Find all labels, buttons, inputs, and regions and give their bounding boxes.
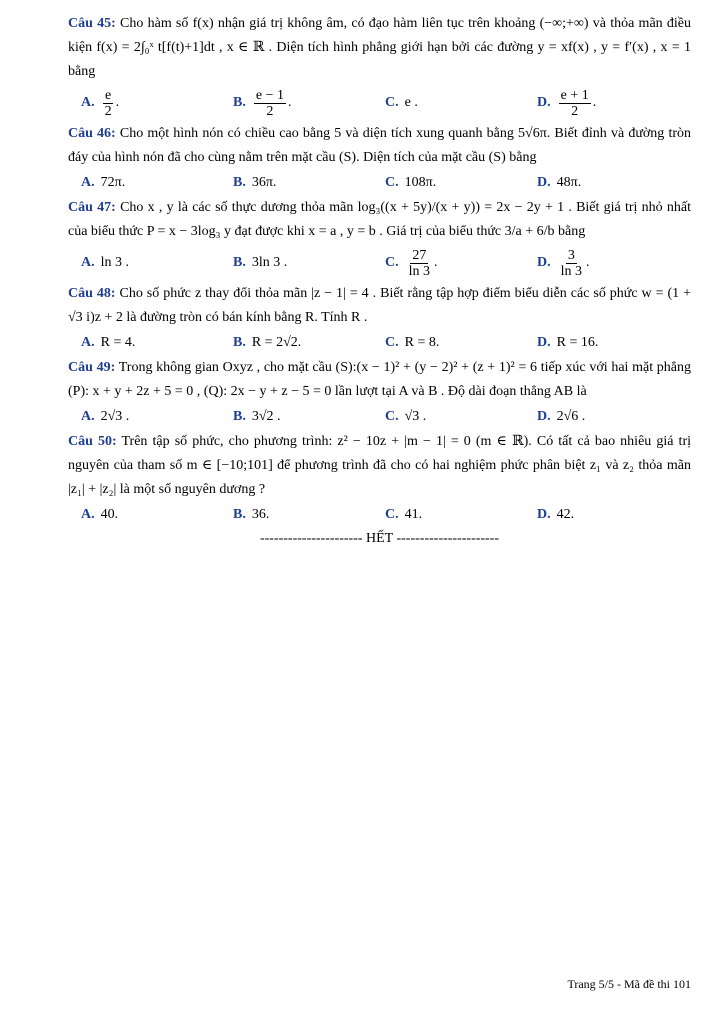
exam-page: [68, 12, 691, 548]
answer-b: B. 36π.: [233, 175, 277, 190]
question-label: Câu 46:: [68, 126, 116, 141]
answer-row: [81, 330, 691, 356]
answer-c: C. 41.: [385, 507, 423, 522]
question-text: Cho một hình nón có chiều cao bằng 5 và diện tích xung quanh bằng 5√6π. Biết đỉnh và đường tròn đáy của hình nón đã cho cùng nằm trên mặt cầu (S). Diện tích của mặt cầu (S) bằng: [68, 126, 692, 165]
question-label: Câu 48:: [68, 286, 116, 301]
answer-a: A. ln 3 .: [81, 255, 130, 270]
question-48: [68, 282, 691, 356]
answer-c: C. e .: [385, 95, 418, 110]
question-label: Câu 47:: [68, 200, 116, 215]
question-45: [68, 12, 691, 122]
answer-b: B. 3ln 3 .: [233, 255, 288, 270]
question-49: [68, 356, 691, 430]
answer-c: C. $\frac{27}{\ln 3}$ .: [385, 247, 438, 279]
answer-row: [81, 502, 691, 528]
answer-d: D. R = 16.: [537, 335, 599, 350]
question-text: Cho hàm số f(x) nhận giá trị không âm, có đạo hàm liên tục trên khoảng (−∞;+∞) và thỏa mãn điều kiện f(x) = 2∫₀ˣ t[f(t)+1]dt , x ∈ ℝ . Diện tích hình phẳng giới hạn bởi các đường y = xf(x) , y = f′(x) , x = 1 bằng: [68, 16, 691, 79]
question-47: [68, 196, 691, 282]
question-text: Trong không gian Oxyz , cho mặt cầu (S):(x − 1)² + (y − 2)² + (z + 1)² = 6 tiếp xúc với hai mặt phẳng (P): x + y + 2z + 5 = 0 , (Q): 2x − y + z − 5 = 0 lần lượt tại A và B . Độ dài đoạn thẳng AB là: [68, 360, 692, 399]
page-footer: Trang 5/5 - Mã đề thi 101: [567, 977, 691, 991]
answer-a: A. 40.: [81, 507, 119, 522]
answer-row: [81, 84, 691, 122]
answer-d: D. $\frac{e + 1}{2}$ .: [537, 87, 597, 119]
answer-a: A. $\frac{e}{2}$ .: [81, 87, 120, 119]
answer-a: A. 2√3 .: [81, 409, 130, 424]
answer-c: C. R = 8.: [385, 335, 440, 350]
answer-b: B. R = 2√2.: [233, 335, 302, 350]
answer-b: B. 3√2 .: [233, 409, 281, 424]
answer-row: [81, 244, 691, 282]
answer-c: C. √3 .: [385, 409, 427, 424]
question-text: Cho x , y là các số thực dương thỏa mãn log₃((x + 5y)/(x + y)) = 2x − 2y + 1 . Biết giá trị nhỏ nhất của biểu thức P = x − 3log₃ y đạt được khi x = a , y = b . Giá trị của biểu thức 3/a + 6/b bằng: [68, 200, 692, 239]
answer-row: [81, 170, 691, 196]
end-marker: ---------------------- HẾT ----------------------: [259, 531, 500, 546]
question-label: Câu 49:: [68, 360, 116, 375]
answer-a: A. 72π.: [81, 175, 126, 190]
answer-d: D. 2√6 .: [537, 409, 586, 424]
question-46: [68, 122, 691, 196]
answer-row: [81, 404, 691, 430]
question-text: Trên tập số phức, cho phương trình: z² − 10z + |m − 1| = 0 (m ∈ ℝ). Có tất cả bao nhiêu giá trị nguyên của tham số m ∈ [−10;101] để phương trình đã cho có hai nghiệm phức phân biệt z₁ và z₂ thỏa mãn |z₁| + |z₂| là một số nguyên dương ?: [68, 434, 692, 497]
answer-b: B. $\frac{e - 1}{2}$ .: [233, 87, 292, 119]
question-label: Câu 50:: [68, 434, 117, 449]
question-50: [68, 430, 691, 528]
answer-a: A. R = 4.: [81, 335, 136, 350]
answer-d: D. 42.: [537, 507, 575, 522]
answer-d: D. $\frac{3}{\ln 3}$ .: [537, 247, 590, 279]
question-label: Câu 45:: [68, 16, 116, 31]
answer-d: D. 48π.: [537, 175, 582, 190]
question-text: Cho số phức z thay đổi thỏa mãn |z − 1| = 4 . Biết rằng tập hợp điểm biểu diễn các số phức w = (1 + √3 i)z + 2 là đường tròn có bán kính bằng R. Tính R .: [68, 286, 692, 325]
answer-c: C. 108π.: [385, 175, 437, 190]
answer-b: B. 36.: [233, 507, 270, 522]
